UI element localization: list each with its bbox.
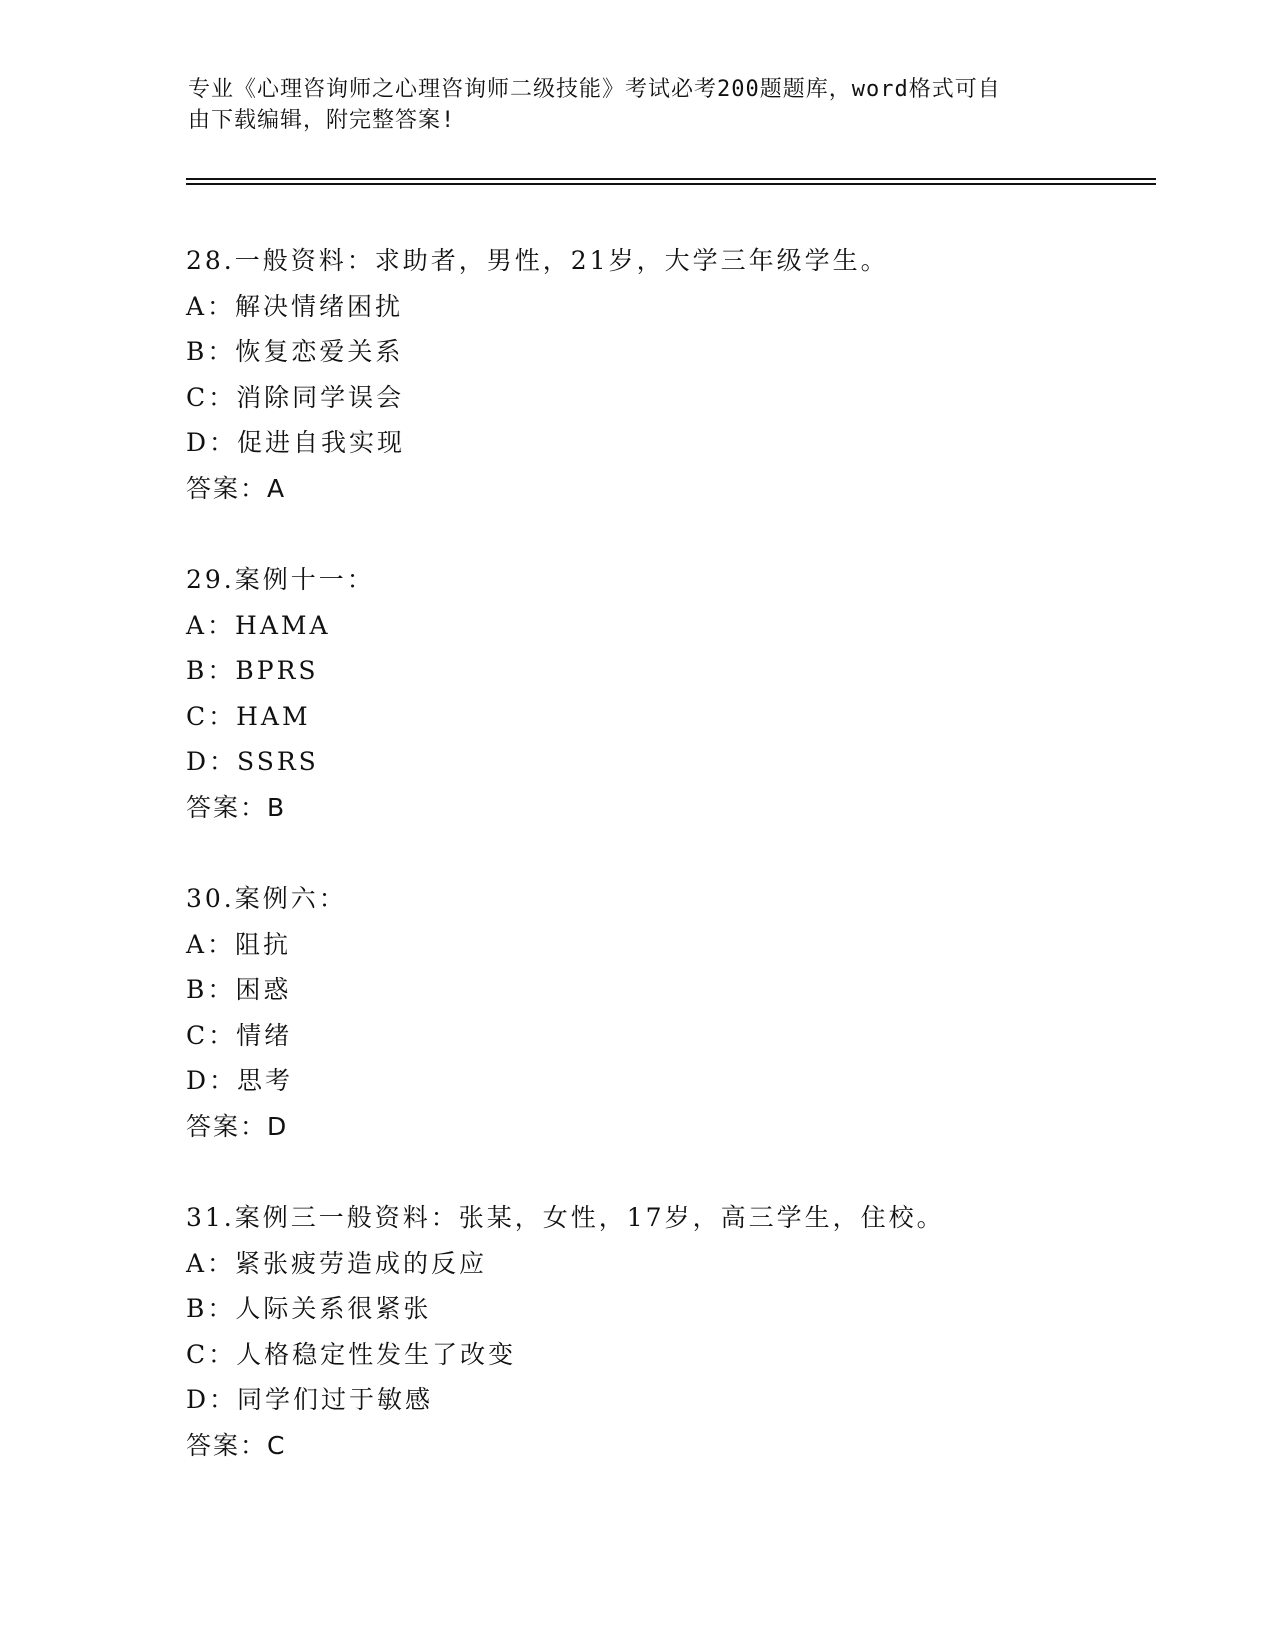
header-divider-top	[186, 178, 1156, 180]
document-header	[188, 74, 1088, 136]
question-28	[186, 238, 1146, 511]
question-stem: 29.案例十一：	[186, 565, 375, 594]
header-line-2: 由下载编辑，附完整答案!	[188, 108, 456, 133]
option-c: C：情绪	[186, 1020, 293, 1050]
answer-line: 答案：C	[186, 1430, 287, 1460]
option-a: A：阻抗	[186, 929, 292, 959]
answer-line: 答案：A	[186, 473, 287, 503]
option-a: A：解决情绪困扰	[186, 291, 404, 321]
question-30	[186, 876, 1146, 1149]
option-d: D：SSRS	[186, 747, 319, 776]
option-b: B：恢复恋爱关系	[186, 337, 404, 366]
question-29	[186, 557, 1146, 830]
option-a: A：紧张疲劳造成的反应	[186, 1248, 488, 1278]
option-c: C：HAM	[186, 701, 311, 731]
option-b: B：困惑	[186, 975, 292, 1004]
option-d: D：同学们过于敏感	[186, 1385, 434, 1414]
option-d: D：促进自我实现	[186, 428, 406, 457]
question-list	[186, 238, 1146, 1514]
option-c: C：消除同学误会	[186, 382, 405, 412]
header-line-1: 专业《心理咨询师之心理咨询师二级技能》考试必考200题题库，word格式可自	[188, 77, 1001, 102]
option-b: B：BPRS	[186, 656, 319, 685]
option-c: C：人格稳定性发生了改变	[186, 1339, 517, 1369]
option-d: D：思考	[186, 1066, 294, 1095]
option-b: B：人际关系很紧张	[186, 1294, 432, 1323]
answer-line: 答案：B	[186, 792, 287, 822]
question-stem: 28.一般资料：求助者，男性，21岁，大学三年级学生。	[186, 246, 889, 275]
question-stem: 31.案例三一般资料：张某，女性，17岁，高三学生，住校。	[186, 1203, 945, 1232]
question-31	[186, 1195, 1146, 1468]
option-a: A：HAMA	[186, 610, 331, 640]
header-divider-bottom	[186, 183, 1156, 185]
answer-line: 答案：D	[186, 1111, 289, 1141]
question-stem: 30.案例六：	[186, 884, 347, 913]
